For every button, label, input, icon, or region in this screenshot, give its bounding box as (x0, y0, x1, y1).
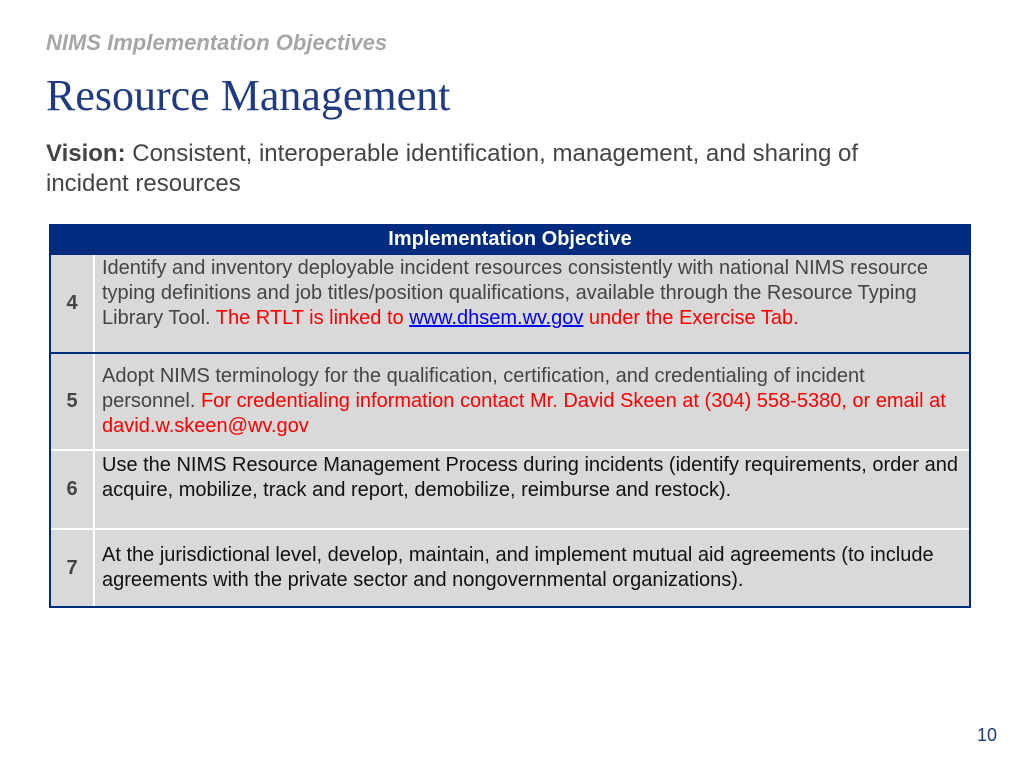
objectives-table (49, 224, 971, 608)
table-row (51, 449, 969, 528)
objective-note: For credentialing information contact Mr. David Skeen at (304) 558-5380, or email at david.w.skeen@wv.gov (102, 390, 946, 437)
objective-description: Use the NIMS Resource Management Process during incidents (identify requirements, order and acquire, mobilize, track and report, demobilize, reimburse and restock). (102, 454, 958, 501)
table-header: Implementation Objective (51, 224, 969, 255)
page-number: 10 (976, 725, 997, 745)
vision-label: Vision: (46, 140, 126, 167)
dhsem-link[interactable]: www.dhsem.wv.gov (409, 307, 584, 329)
objective-number: 6 (51, 451, 95, 528)
objective-note-end: under the Exercise Tab. (583, 307, 799, 329)
objective-note: The RTLT is linked to (215, 307, 410, 329)
objective-text: Adopt NIMS terminology for the qualification, certification, and credentialing of incident personnel. (102, 365, 865, 412)
table-row (51, 354, 969, 449)
slide-supertitle: NIMS Implementation Objectives (46, 30, 388, 55)
table-row (51, 528, 969, 606)
objective-number: 7 (51, 530, 95, 606)
objective-description (95, 255, 969, 352)
table-row (51, 255, 969, 354)
objective-number: 4 (51, 255, 95, 352)
objective-description: At the jurisdictional level, develop, maintain, and implement mutual aid agreements (to include agreements with the private sector and nongovernmental organizations). (102, 544, 934, 591)
objective-description (95, 354, 969, 449)
vision-text: Consistent, interoperable identification, management, and sharing of incident resources (46, 140, 859, 197)
slide-title: Resource Management (46, 71, 451, 120)
objective-number: 5 (51, 354, 95, 449)
objective-text: Identify and inventory deployable incident resources consistently with national NIMS resource typing definitions and job titles/position qualifications, available through the Resource Typing Library Tool. (102, 257, 928, 329)
vision-statement (46, 139, 946, 199)
